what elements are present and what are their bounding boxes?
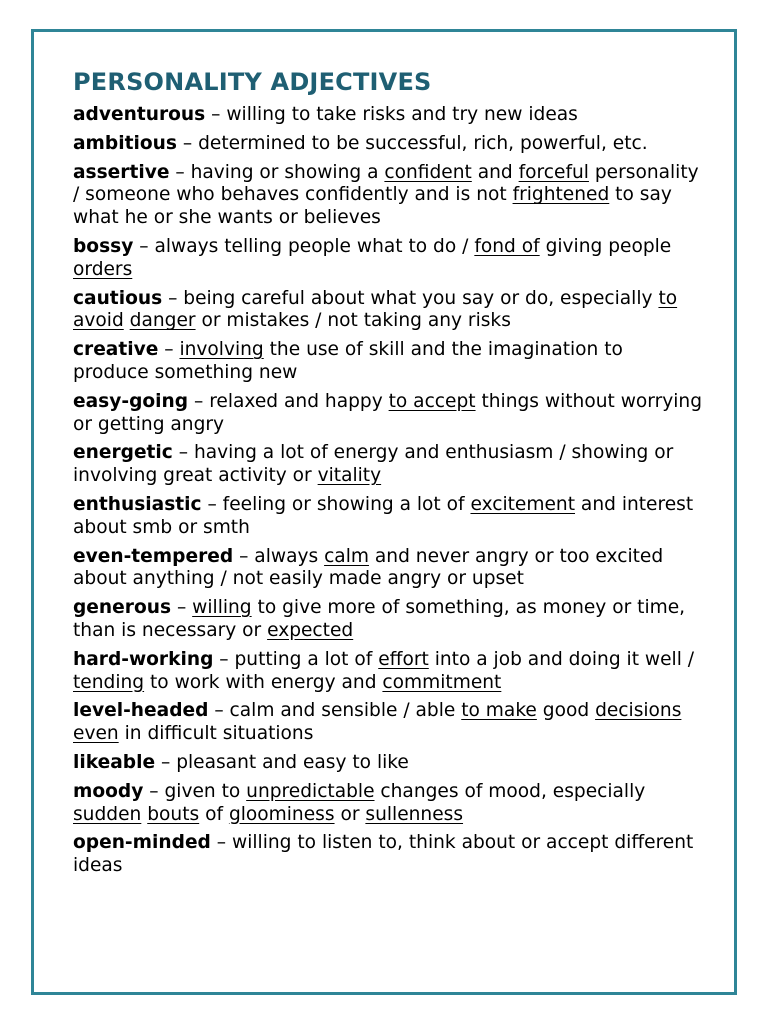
- definition-text: and never angry or too excited about anything / not easily made angry or upset: [73, 545, 664, 590]
- adjective-term: cautious: [73, 287, 163, 309]
- underlined-word: excitement: [470, 493, 576, 515]
- definition-text: – being careful about what you say or do, especially: [162, 287, 659, 309]
- page-title: PERSONALITY ADJECTIVES: [73, 68, 432, 96]
- underlined-word: to accept: [388, 390, 476, 412]
- underlined-word: vitality: [317, 465, 382, 487]
- adjective-entry-level-headed: [73, 700, 703, 746]
- adjective-term: easy-going: [73, 390, 189, 412]
- adjective-term: hard-working: [73, 648, 214, 670]
- definition-text: – always telling people what to do /: [133, 235, 475, 257]
- underlined-word: even: [73, 723, 119, 745]
- adjective-entry-open-minded: [73, 832, 703, 878]
- definition-text: to say what he or she wants or believes: [73, 184, 672, 229]
- definition-text: to give more of something, as money or time, than is necessary or: [73, 597, 686, 641]
- adjective-entry-cautious: [73, 288, 703, 334]
- underlined-word: confident: [384, 161, 472, 183]
- definition-text: – relaxed and happy: [188, 390, 389, 412]
- underlined-word: sullenness: [365, 803, 464, 825]
- definition-text: – willing to take risks and try new ideas: [205, 104, 578, 125]
- definition-text: – pleasant and easy to like: [155, 751, 409, 773]
- definition-text: giving people: [539, 235, 672, 257]
- definition-text: in difficult situations: [118, 723, 314, 745]
- adjective-entry-even-tempered: [73, 546, 703, 592]
- underlined-word: willing: [192, 597, 252, 619]
- underlined-word: orders: [73, 258, 133, 280]
- adjective-term: assertive: [73, 161, 170, 183]
- definition-text: or: [334, 803, 366, 825]
- underlined-word: fond of: [474, 235, 540, 257]
- adjective-entry-generous: [73, 597, 703, 643]
- underlined-word: danger: [129, 310, 196, 332]
- adjective-term: enthusiastic: [73, 493, 202, 515]
- definition-text: – having a lot of energy and enthusiasm / showing or involving great activity or: [73, 442, 674, 487]
- adjective-entry-bossy: [73, 236, 703, 282]
- definition-text: –: [158, 339, 180, 361]
- adjective-entry-likeable: [73, 752, 703, 775]
- adjective-term: bossy: [73, 235, 134, 257]
- adjective-list: [73, 104, 703, 878]
- definition-text: – always: [233, 545, 325, 567]
- underlined-word: bouts: [147, 803, 200, 825]
- definition-text: into a job and doing it well /: [428, 648, 695, 670]
- definition-text: – given to: [143, 780, 247, 802]
- definition-text: and interest about smb or smth: [73, 493, 694, 538]
- adjective-entry-ambitious: [73, 133, 703, 156]
- underlined-word: sudden: [73, 803, 142, 825]
- definition-text: the use of skill and the imagination to produce something new: [73, 339, 623, 383]
- definition-text: changes of mood, especially: [374, 780, 646, 802]
- adjective-entry-moody: [73, 781, 703, 827]
- adjective-entry-easy-going: [73, 391, 703, 437]
- adjective-entry-enthusiastic: [73, 494, 703, 540]
- adjective-entry-creative: [73, 339, 703, 385]
- underlined-word: unpredictable: [246, 780, 375, 802]
- adjective-term: ambitious: [73, 132, 177, 154]
- adjective-term: creative: [73, 339, 159, 361]
- definition-text: or mistakes / not taking any risks: [195, 310, 511, 332]
- adjective-term: moody: [73, 780, 144, 802]
- definition-text: – willing to listen to, think about or accept different ideas: [73, 832, 694, 877]
- definition-text: – putting a lot of: [213, 648, 379, 670]
- adjective-entry-hard-working: [73, 649, 703, 695]
- adjective-term: generous: [73, 597, 172, 619]
- definition-text: and: [471, 161, 519, 183]
- definition-text: – feeling or showing a lot of: [201, 493, 471, 515]
- definition-text: of: [199, 803, 229, 825]
- definition-text: – determined to be successful, rich, powerful, etc.: [176, 132, 648, 154]
- adjective-entry-energetic: [73, 442, 703, 488]
- underlined-word: tending: [73, 671, 145, 693]
- underlined-word: commitment: [382, 671, 502, 693]
- adjective-entry-assertive: [73, 162, 703, 230]
- adjective-entry-adventurous: [73, 104, 703, 127]
- underlined-word: expected: [267, 619, 354, 641]
- adjective-term: level-headed: [73, 700, 209, 722]
- document-body: [73, 66, 703, 884]
- adjective-term: open-minded: [73, 832, 211, 854]
- definition-text: things without worrying or getting angry: [73, 390, 703, 435]
- underlined-word: to avoid: [73, 287, 678, 332]
- definition-text: to work with energy and: [144, 671, 383, 693]
- adjective-term: adventurous: [73, 104, 206, 125]
- underlined-word: effort: [378, 648, 429, 670]
- definition-text: good: [536, 700, 596, 722]
- underlined-word: involving: [179, 339, 264, 361]
- definition-text: personality / someone who behaves confidently and is not: [73, 161, 699, 206]
- adjective-term: even-tempered: [73, 545, 234, 567]
- definition-text: – having or showing a: [169, 161, 385, 183]
- underlined-word: forceful: [518, 161, 589, 183]
- underlined-word: to make: [461, 700, 537, 722]
- adjective-term: likeable: [73, 751, 156, 773]
- underlined-word: frightened: [512, 184, 610, 206]
- underlined-word: gloominess: [228, 803, 335, 825]
- definition-text: – calm and sensible / able: [208, 700, 462, 722]
- adjective-term: energetic: [73, 442, 173, 464]
- underlined-word: decisions: [595, 700, 682, 722]
- definition-text: –: [171, 597, 193, 619]
- underlined-word: calm: [324, 545, 369, 567]
